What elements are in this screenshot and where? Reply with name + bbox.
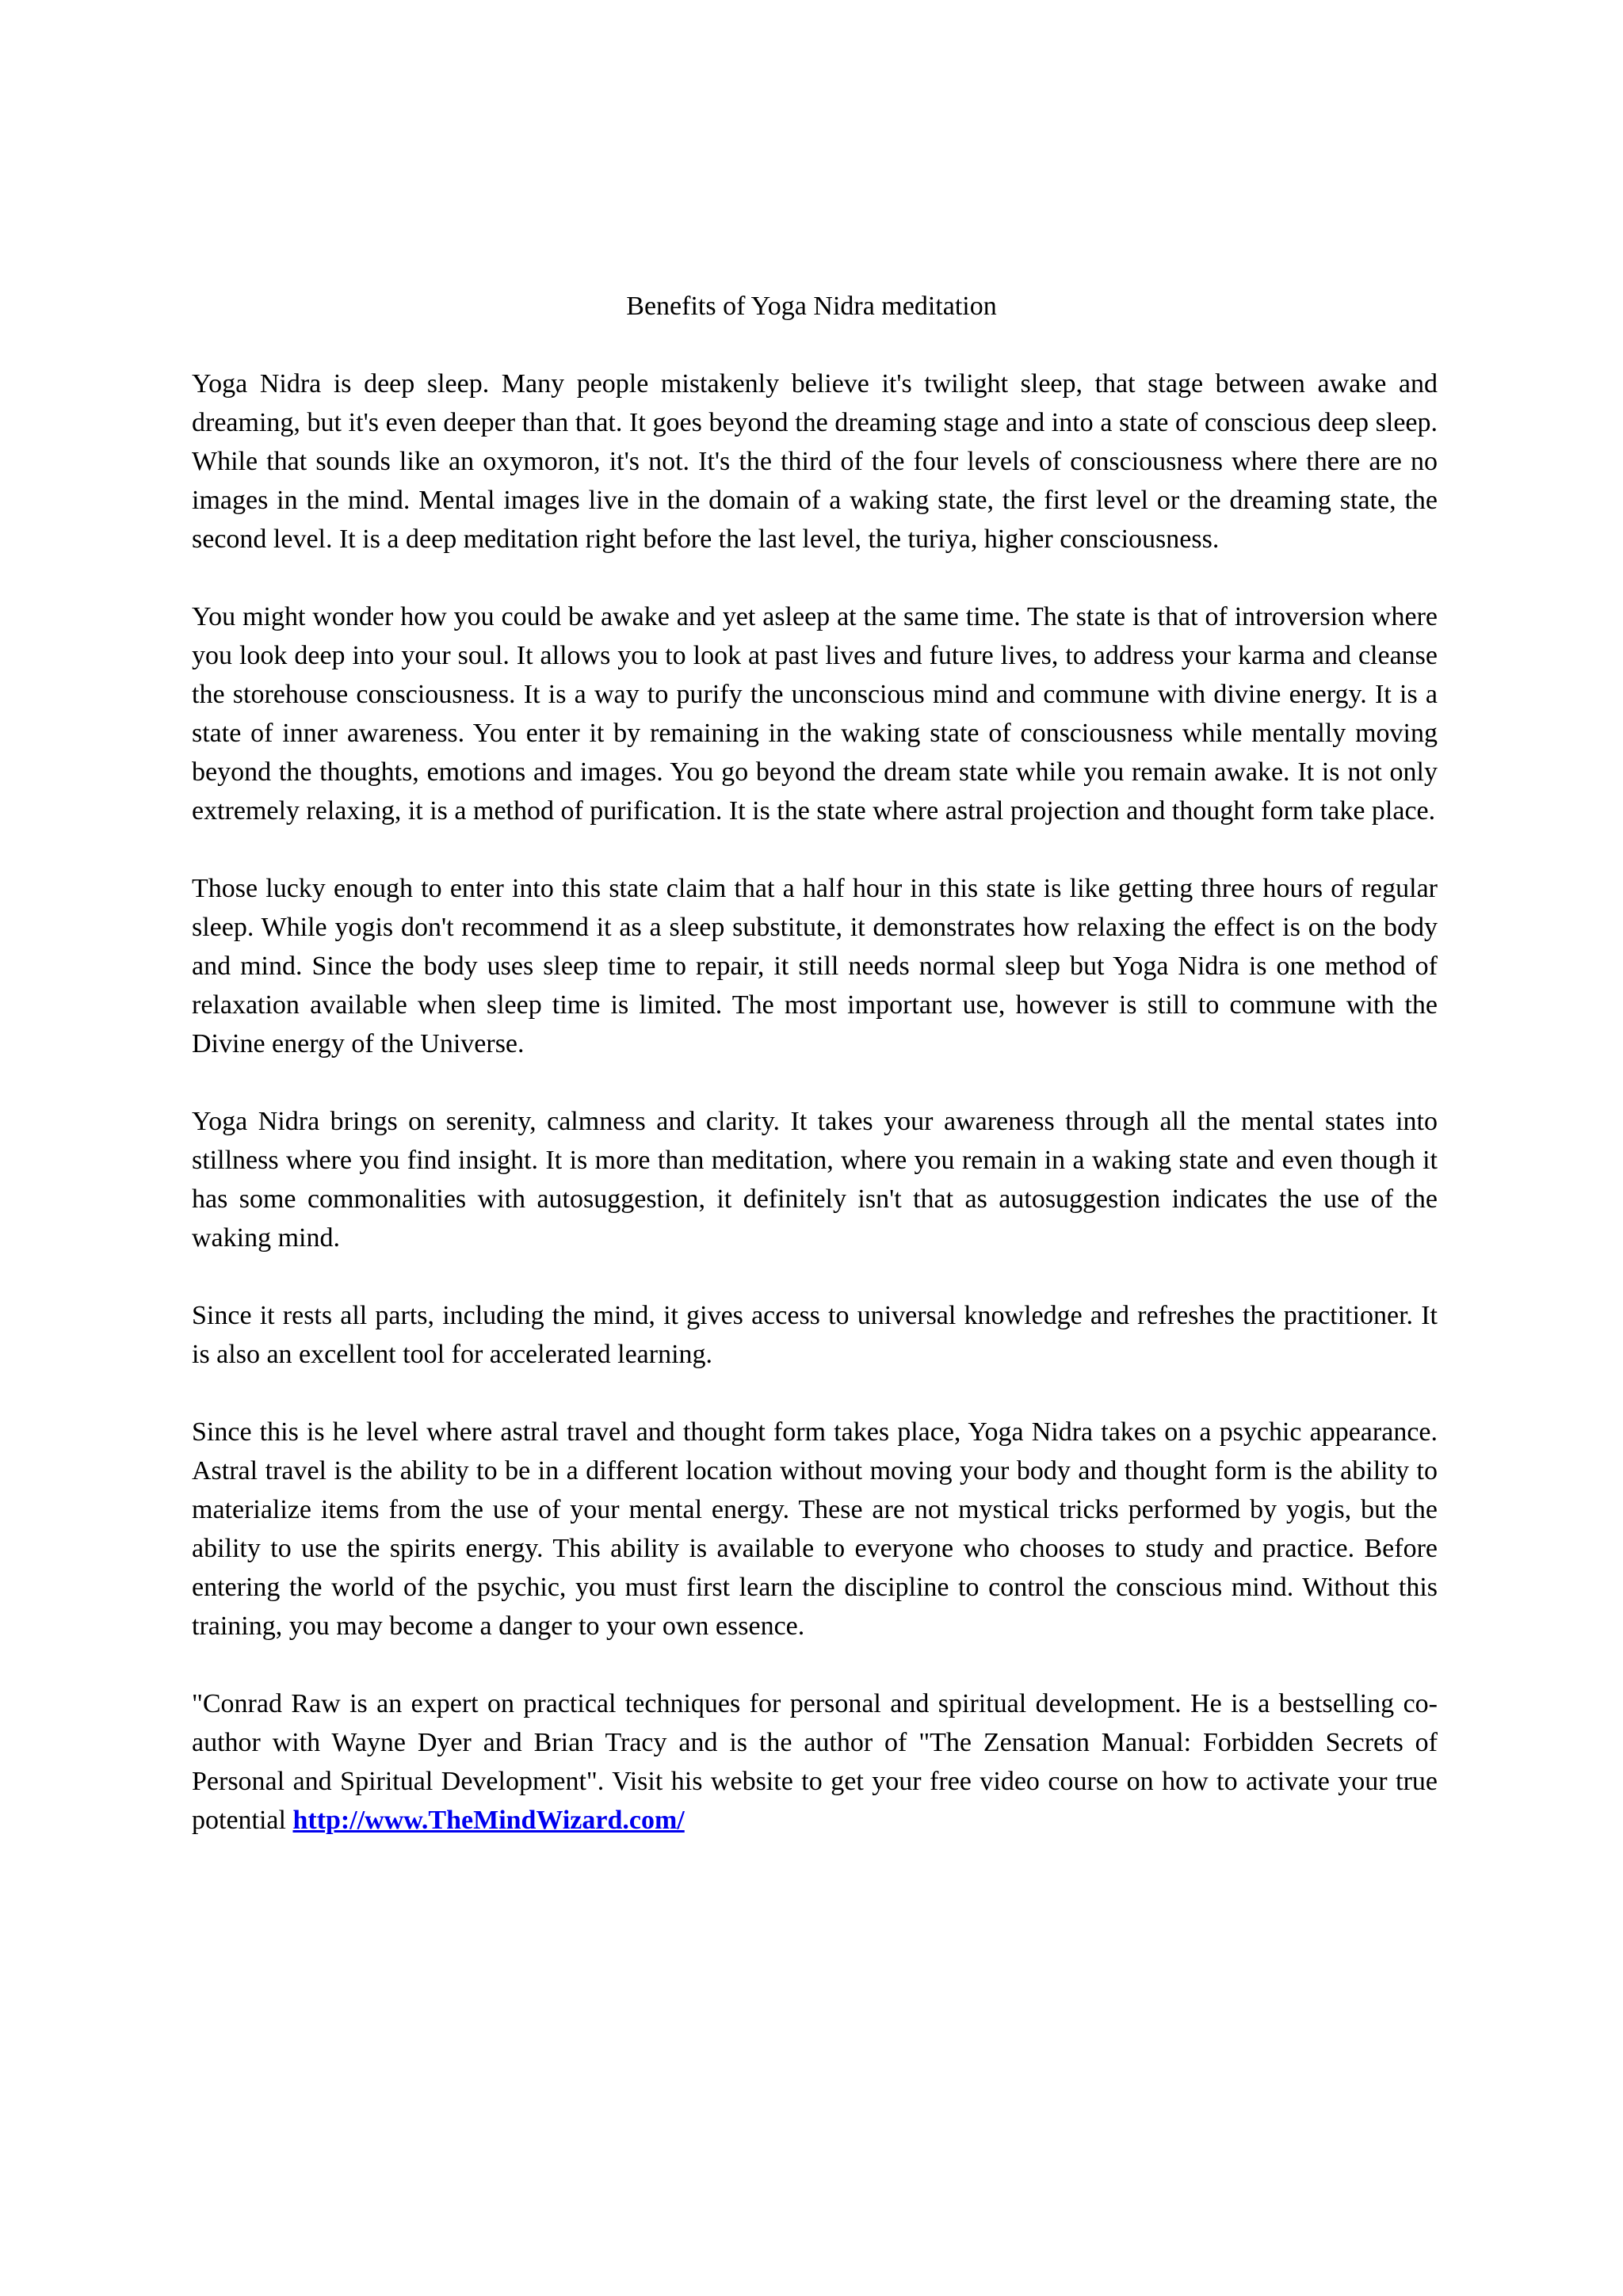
document-body (192, 364, 1438, 1878)
author-bio-text: "Conrad Raw is an expert on practical techniques for personal and spiritual development. He is a bestselling co-author with Wayne Dyer and Brian Tracy and is the author of "The Zensation Manual: Forbidden Secrets of Personal and Spiritual Development". Visit his website to get your free video course on how to activate your true potential (192, 1689, 1438, 1835)
author-bio (192, 1684, 1438, 1840)
website-link[interactable]: http://www.TheMindWizard.com/ (292, 1806, 685, 1835)
paragraph-1: Yoga Nidra is deep sleep. Many people mistakenly believe it's twilight sleep, that stage between awake and dreaming, but it's even deeper than that. It goes beyond the dreaming stage and into a state of conscious deep sleep. While that sounds like an oxymoron, it's not. It's the third of the four levels of consciousness where there are no images in the mind. Mental images live in the domain of a waking state, the first level or the dreaming state, the second level. It is a deep meditation right before the last level, the turiya, higher consciousness. (192, 369, 1438, 554)
paragraph-2: You might wonder how you could be awake and yet asleep at the same time. The state is that of introversion where you look deep into your soul. It allows you to look at past lives and future lives, to address your karma and cleanse the storehouse consciousness. It is a way to purify the unconscious mind and commune with divine energy. It is a state of inner awareness. You enter it by remaining in the waking state of consciousness while mentally moving beyond the thoughts, emotions and images. You go beyond the dream state while you remain awake. It is not only extremely relaxing, it is a method of purification. It is the state where astral projection and thought form take place. (192, 602, 1438, 826)
paragraph-4: Yoga Nidra brings on serenity, calmness and clarity. It takes your awareness through all the mental states into stillness where you find insight. It is more than meditation, where you remain in a waking state and even though it has some commonalities with autosuggestion, it definitely isn't that as autosuggestion indicates the use of the waking mind. (192, 1107, 1438, 1253)
paragraph-5: Since it rests all parts, including the mind, it gives access to universal knowledge and refreshes the practitioner. It is also an excellent tool for accelerated learning. (192, 1301, 1438, 1369)
paragraph-6: Since this is he level where astral travel and thought form takes place, Yoga Nidra takes on a psychic appearance. Astral travel is the ability to be in a different location without moving your body and thought form is the ability to materialize items from the use of your mental energy. These are not mystical tricks performed by yogis, but the ability to use the spirits energy. This ability is available to everyone who chooses to study and practice. Before entering the world of the psychic, you must first learn the discipline to control the conscious mind. Without this training, you may become a danger to your own essence. (192, 1417, 1438, 1641)
paragraph-3: Those lucky enough to enter into this state claim that a half hour in this state is like getting three hours of regular sleep. While yogis don't recommend it as a sleep substitute, it demonstrates how relaxing the effect is on the body and mind. Since the body uses sleep time to repair, it still needs normal sleep but Yoga Nidra is one method of relaxation available when sleep time is limited. The most important use, however is still to commune with the Divine energy of the Universe. (192, 874, 1438, 1058)
document-title: Benefits of Yoga Nidra meditation (626, 292, 997, 321)
